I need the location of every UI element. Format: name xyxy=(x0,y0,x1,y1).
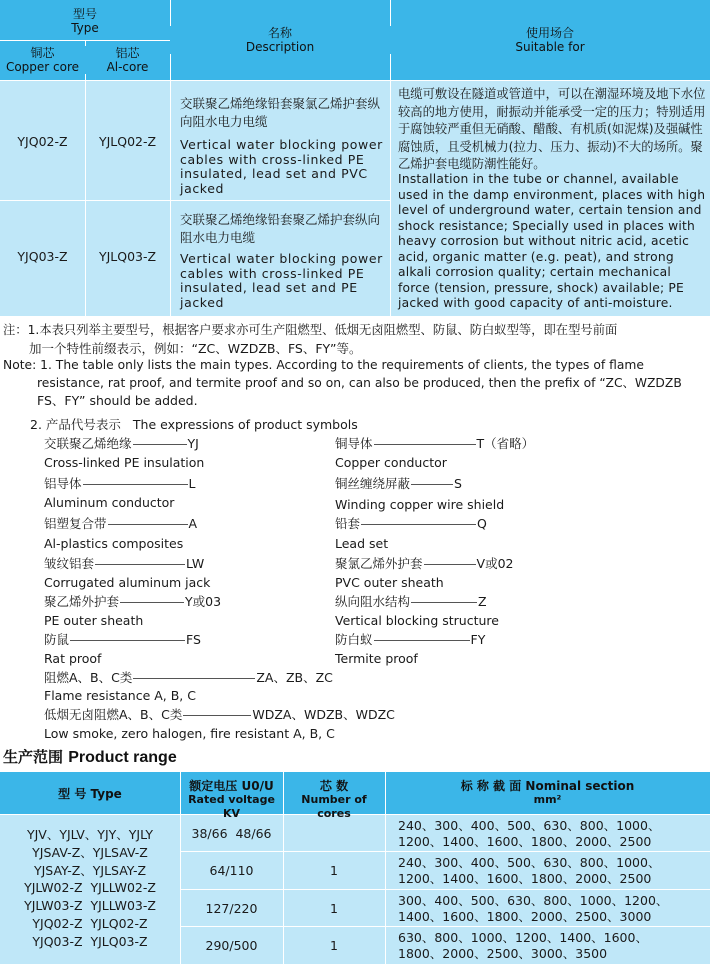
sym-t-en: Copper conductor xyxy=(335,455,447,470)
note-cn-1: 注：1.本表只列举主要型号，根据客户要求亦可生产阻燃型、低烟无卤阻燃型、防鼠、防白蚁型等，即在型号前面 xyxy=(3,323,618,337)
use-cn: 电缆可敷设在隧道或管道中，可以在潮湿环境及地下水位较高的地方使用，耐振动并能承受一定的压力；特别适用于腐蚀较严重但无硝酸、醋酸、有机质(如泥煤)及强碱性腐蚀质，且受机械力(拉力、压力、振动)不大的场所。聚乙烯护套电缆防潮性能好。 xyxy=(398,87,706,171)
range-voltage-3: 127/220 xyxy=(205,901,258,916)
sym-yj-code: YJ xyxy=(187,436,199,451)
use-en: Installation in the tube or channel, available used in the damp environment, places with high level of underground water, certain tension and shock resistance; Specially used in places with heavy corrosion but without nitric acid, acetic acid, organic matter (e.g. peat), and strong alkali corrosion quality; certain mechanical force (tension, pressure, shock) available; PE jacked with good capacity of anti-moisture. xyxy=(398,172,706,310)
header-description xyxy=(170,26,390,54)
row2-al: YJLQ03-Z xyxy=(98,249,157,264)
sym-lw-code: LW xyxy=(186,556,205,571)
note-en-2: resistance, rat proof, and termite proof and so on, can also be produced, then the prefix of “ZC、WZDZB xyxy=(37,375,682,390)
section-line: 1200、1400、1600、1800、2000、2500 xyxy=(398,870,652,886)
row1-copper: YJQ02-Z xyxy=(17,134,68,149)
sym-yj-en: Cross-linked PE insulation xyxy=(44,455,205,470)
range-section-4 xyxy=(398,930,708,961)
sym-fs-en: Rat proof xyxy=(44,651,102,666)
section-line: 300、400、500、630、800、1000、1200、 xyxy=(398,893,669,908)
sym-lw xyxy=(44,555,204,572)
section-line: 240、300、400、500、630、800、1000、 xyxy=(398,818,661,833)
sym-v xyxy=(335,555,513,572)
sym-a-code: A xyxy=(188,516,198,531)
range-header-type: 型 号 Type xyxy=(58,787,122,801)
sym-a-cn: 铝塑复合带 xyxy=(44,516,107,531)
sym-fy-code: FY xyxy=(470,632,486,647)
sym-t xyxy=(335,435,534,452)
sym-a-en: Al-plastics composites xyxy=(44,536,184,551)
header-al-en: Al-core xyxy=(106,60,149,74)
range-type-line: YJQ02-Z YJLQ02-Z xyxy=(32,915,148,931)
row2-desc-en: Vertical water blocking power cables with cross-linked PE insulated, lead set and PE jacked xyxy=(180,251,383,310)
range-type-line: YJV、YJLV、YJY、YJLY xyxy=(26,827,154,842)
notes xyxy=(3,322,709,410)
sym-a xyxy=(44,515,197,532)
sym-fy xyxy=(335,631,485,648)
sym-s-en: Winding copper wire shield xyxy=(335,497,505,512)
sym-yj xyxy=(44,435,199,452)
header-type xyxy=(0,7,170,35)
sym-y xyxy=(44,593,221,610)
sym-s-code: S xyxy=(454,476,462,491)
header-type-cn: 型号 xyxy=(72,7,97,21)
range-cores-4: 1 xyxy=(330,938,338,953)
sym-v-en: PVC outer sheath xyxy=(335,575,444,590)
product-range-title-cn: 生产范围 xyxy=(3,748,64,766)
row1-desc-cn: 交联聚乙烯绝缘铅套聚氯乙烯护套纵向阻水电力电缆 xyxy=(180,96,381,129)
product-range-title xyxy=(3,746,177,767)
note-en-1: Note: 1. The table only lists the main types. According to the requirements of clients, the types of flame xyxy=(3,358,644,372)
range-types xyxy=(0,826,180,951)
sym-z-code: ZA、ZB、ZC xyxy=(256,670,333,685)
row2-desc-cn: 交联聚乙烯绝缘铅套聚乙烯护套纵向阻水电力电缆 xyxy=(180,212,381,245)
range-header-voltage xyxy=(180,779,283,821)
sym-vz xyxy=(335,593,487,610)
header-description-cn: 名称 xyxy=(267,26,292,40)
sym-l-cn: 铝导体 xyxy=(44,476,82,491)
sym-fs xyxy=(44,631,201,648)
sym-fs-code: FS xyxy=(186,632,201,647)
range-header-section-unit: mm² xyxy=(533,793,562,806)
header-copper xyxy=(0,46,85,74)
row1-desc-en: Vertical water blocking power cables with cross-linked PE insulated, lead set and PVC jacked xyxy=(180,137,383,196)
range-type-line: YJSAY-Z、YJLSAY-Z xyxy=(33,862,147,878)
sym-q xyxy=(335,515,487,532)
header-suitable-cn: 使用场合 xyxy=(525,26,574,40)
header-al-cn: 铝芯 xyxy=(115,46,140,60)
range-header-cores xyxy=(283,779,385,821)
section-line: 240、300、400、500、630、800、1000、 xyxy=(398,855,661,870)
sym-lw-en: Corrugated aluminum jack xyxy=(44,575,211,590)
sym-s xyxy=(335,475,462,492)
sym-q-cn: 铅套 xyxy=(335,516,361,531)
sym-z xyxy=(44,669,333,686)
sym-l xyxy=(44,475,195,492)
sym-l-en: Aluminum conductor xyxy=(44,495,175,510)
range-type-line: YJLW03-Z YJLLW03-Z xyxy=(24,898,156,914)
sym-q-code: Q xyxy=(477,516,487,531)
range-cores-2: 1 xyxy=(330,863,338,878)
range-cores-3: 1 xyxy=(330,901,338,916)
range-voltage-1: 38/66 48/66 xyxy=(191,826,272,841)
range-header-cores-en: Number of cores xyxy=(301,793,367,820)
range-type-line: YJQ03-Z YJLQ03-Z xyxy=(32,933,148,949)
range-header-voltage-cn: 额定电压 U0/U xyxy=(189,779,274,793)
symbols-heading xyxy=(30,416,358,433)
sym-fy-cn: 防白蚁 xyxy=(335,632,373,647)
symbols-heading-en: The expressions of product symbols xyxy=(132,417,358,432)
range-section-2 xyxy=(398,855,708,886)
sym-vz-en: Vertical blocking structure xyxy=(335,613,499,628)
sym-v-cn: 聚氯乙烯外护套 xyxy=(335,556,423,571)
sym-vz-code: Z xyxy=(478,594,487,609)
header-suitable xyxy=(390,26,710,54)
sym-fs-cn: 防鼠 xyxy=(44,632,70,647)
header-description-en: Description xyxy=(245,40,315,54)
sym-q-en: Lead set xyxy=(335,536,389,551)
range-voltage-2: 64/110 xyxy=(209,863,254,878)
range-header-cores-cn: 芯 数 xyxy=(319,779,349,793)
sym-y-en: PE outer sheath xyxy=(44,613,144,628)
sym-wdz-en: Low smoke, zero halogen, fire resistant A, B, C xyxy=(44,726,335,741)
header-al xyxy=(85,46,170,74)
range-type-line: YJSAV-Z、YJLSAV-Z xyxy=(32,844,148,860)
range-voltage-4: 290/500 xyxy=(205,938,258,953)
product-range-title-en: Product range xyxy=(68,749,177,766)
sym-z-en: Flame resistance A, B, C xyxy=(44,688,196,703)
note-cn-2: 加一个特性前缀表示，例如：“ZC、WZDZB、FS、FY”等。 xyxy=(29,340,362,356)
row1-al: YJLQ02-Z xyxy=(98,134,157,149)
row2-copper: YJQ03-Z xyxy=(17,249,68,264)
header-suitable-en: Suitable for xyxy=(515,40,585,54)
sym-yj-cn: 交联聚乙烯绝缘 xyxy=(44,436,132,451)
range-header-section xyxy=(385,779,710,807)
section-line: 1800、2000、2500、3000、3500 xyxy=(398,945,608,961)
section-line: 1200、1400、1600、1800、2000、2500 xyxy=(398,833,652,849)
header-type-en: Type xyxy=(71,21,99,35)
range-header-voltage-en: Rated voltage KV xyxy=(188,793,275,820)
sym-y-code: Y或03 xyxy=(185,594,222,609)
range-type-line: YJLW02-Z YJLLW02-Z xyxy=(24,880,156,896)
section-line: 630、800、1000、1200、1400、1600、 xyxy=(398,930,648,945)
sym-v-code: V或02 xyxy=(476,556,514,571)
sym-wdz-cn: 低烟无卤阻燃A、B、C类 xyxy=(44,707,183,722)
sym-t-cn: 铜导体 xyxy=(335,436,373,451)
range-section-1 xyxy=(398,818,708,849)
sym-wdz xyxy=(44,706,395,723)
sym-l-code: L xyxy=(188,476,196,491)
sym-wdz-code: WDZA、WDZB、WDZC xyxy=(252,707,395,722)
symbols-heading-cn: 2. 产品代号表示 xyxy=(30,417,121,432)
sym-t-code: T（省略） xyxy=(476,436,535,451)
range-header-section-cn: 标 称 截 面 Nominal section xyxy=(460,779,635,793)
sym-fy-en: Termite proof xyxy=(335,651,418,666)
header-copper-en: Copper core xyxy=(5,60,80,74)
sym-z-cn: 阻燃A、B、C类 xyxy=(44,670,133,685)
section-line: 1400、1600、1800、2000、2500、3000 xyxy=(398,908,652,924)
sym-lw-cn: 皱纹铝套 xyxy=(44,556,95,571)
header-copper-cn: 铜芯 xyxy=(30,46,55,60)
sym-vz-cn: 纵向阻水结构 xyxy=(335,594,411,609)
sym-y-cn: 聚乙烯外护套 xyxy=(44,594,120,609)
note-en-3: FS、FY” should be added. xyxy=(37,393,198,408)
sym-s-cn: 铜丝缠绕屏蔽 xyxy=(335,476,411,491)
range-section-3 xyxy=(398,893,708,924)
